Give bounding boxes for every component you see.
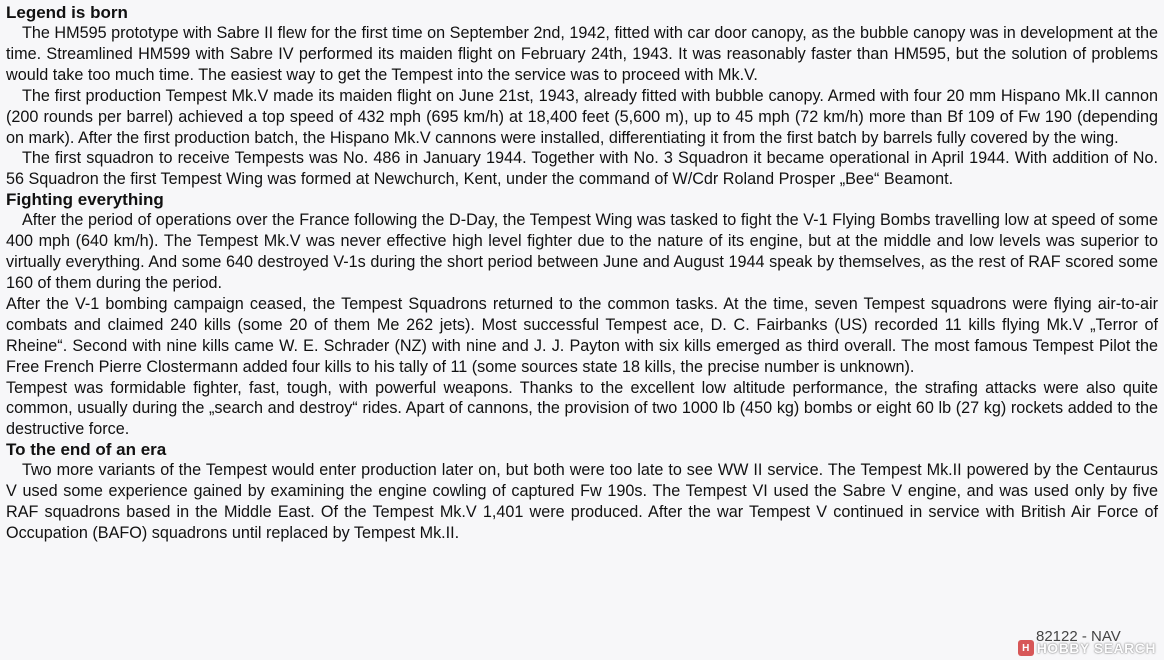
- section-heading-legend: Legend is born: [6, 3, 128, 22]
- section-heading-end-of-era: To the end of an era: [6, 440, 167, 460]
- watermark-text: HOBBY SEARCH: [1036, 640, 1156, 656]
- document-body: [6, 3, 1158, 544]
- paragraph: After the period of operations over the France following the D-Day, the Tempest Wing was tasked to fight the V-1 Flying Bombs travelling low at speed of some 400 mph (640 km/h). The Tempest Mk.V was never effective high level fighter due to the nature of its engine, but at the middle and low levels was superior to virtually everything. And some 640 destroyed V-1s during the short period between June and August 1944 speak by themselves, as the rest of RAF scored some 160 of them during the period.: [6, 211, 1158, 292]
- paragraph: After the V-1 bombing campaign ceased, the Tempest Squadrons returned to the common tasks. At the time, seven Tempest squadrons were flying air-to-air combats and claimed 240 kills (some 20 of them Me 262 jets). Most successful Tempest ace, D. C. Fairbanks (US) recorded 11 kills flying Mk.V „Terror of Rheine“. Second with nine kills came W. E. Schrader (NZ) with nine and J. J. Payton with six kills emerged as third overall. The most famous Tempest Pilot the Free French Pierre Clostermann added four kills to his tally of 11 (some sources state 18 kills, the precise number is unknown).: [6, 294, 1158, 376]
- paragraph: The first production Tempest Mk.V made its maiden flight on June 21st, 1943, already fitted with bubble canopy. Armed with four 20 mm Hispano Mk.II cannon (200 rounds per barrel) achieved a top speed of 432 mph (695 km/h) at 18,400 feet (5,600 m), up to 45 mph (72 km/h) more than Bf 109 of Fw 190 (depending on mark). After the first production batch, the Hispano Mk.V cannons were installed, differentiating it from the first batch by barrels fully covered by the wing.: [6, 86, 1158, 147]
- section-heading-fighting: Fighting everything: [6, 190, 164, 210]
- paragraph: Tempest was formidable fighter, fast, tough, with powerful weapons. Thanks to the excellent low altitude performance, the strafing attacks were also quite common, usually during the „search and destroy“ rides. Apart of cannons, the provision of two 1000 lb (450 kg) bombs or eight 60 lb (27 kg) rockets added to the destructive force.: [6, 378, 1158, 439]
- product-code: 82122 - NAV: [1036, 628, 1121, 645]
- watermark-logo-icon: H: [1018, 640, 1034, 656]
- paragraph: The first squadron to receive Tempests was No. 486 in January 1944. Together with No. 3 Squadron it became operational in April 1944. With addition of No. 56 Squadron the first Tempest Wing was formed at Newchurch, Kent, under the command of W/Cdr Roland Prosper „Bee“ Beamont.: [6, 149, 1158, 189]
- paragraph: The HM595 prototype with Sabre II flew for the first time on September 2nd, 1942, fitted with car door canopy, as the bubble canopy was in development at the time. Streamlined HM599 with Sabre IV performed its maiden flight on February 24th, 1943. It was reasonably faster than HM595, but the solution of problems would take too much time. The easiest way to get the Tempest into the service was to proceed with Mk.V.: [6, 24, 1158, 84]
- paragraph: Two more variants of the Tempest would enter production later on, but both were too late to see WW II service. The Tempest Mk.II powered by the Centaurus V used some experience gained by examining the engine cowling of captured Fw 190s. The Tempest VI used the Sabre V engine, and was used only by five RAF squadrons based in the Middle East. Of the Tempest Mk.V 1,401 were produced. After the war Tempest V continued in service with British Air Force of Occupation (BAFO) squadrons until replaced by Tempest Mk.II.: [6, 461, 1158, 542]
- watermark: [1018, 640, 1156, 656]
